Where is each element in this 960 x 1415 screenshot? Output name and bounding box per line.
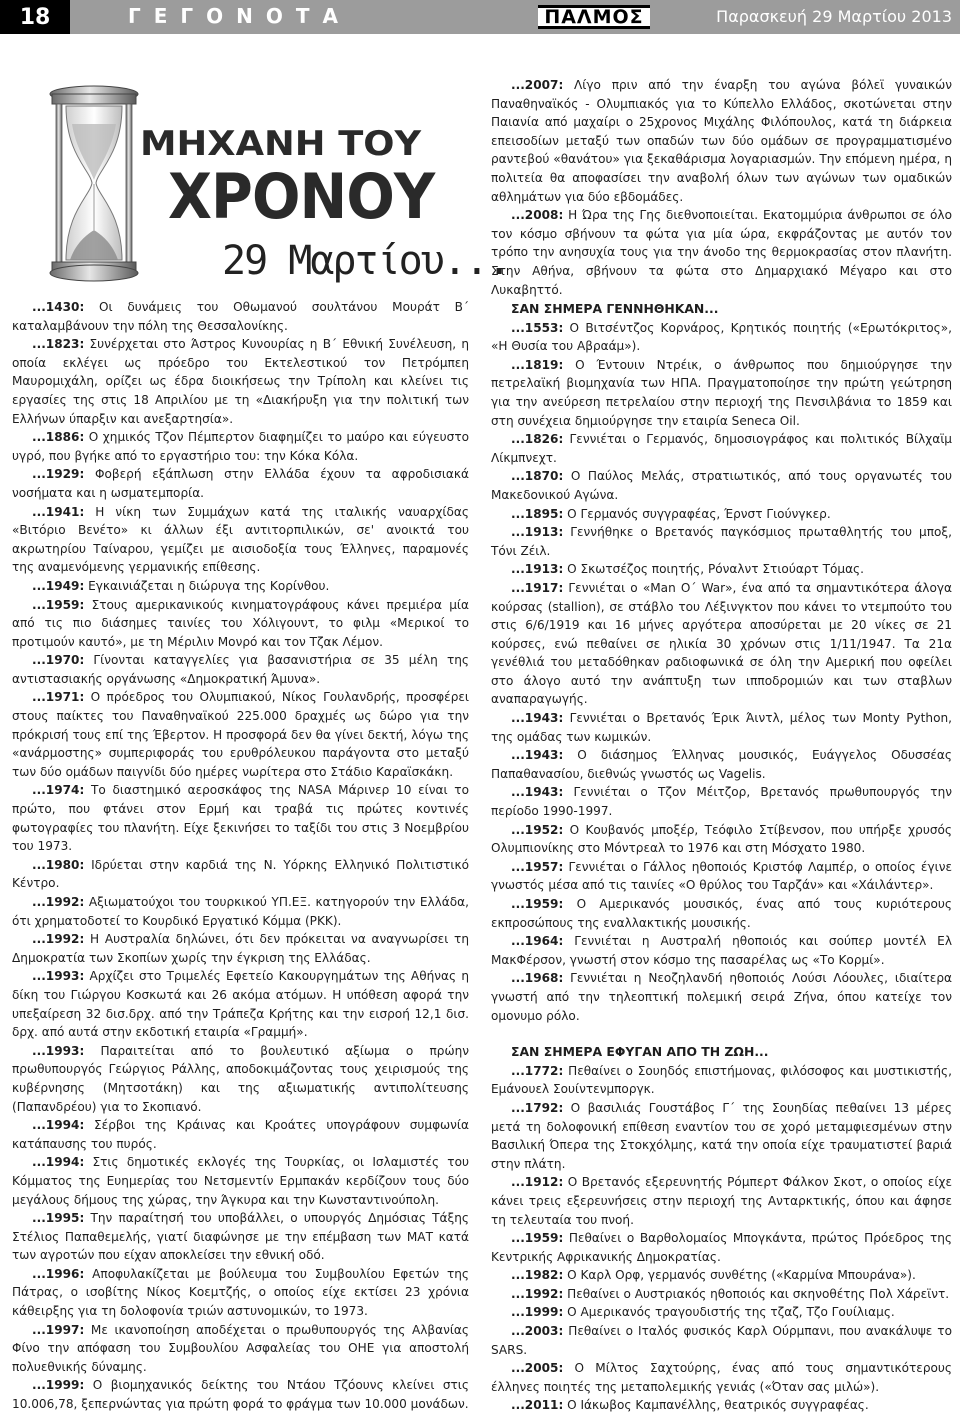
- entry-year: ...1943:: [511, 748, 564, 763]
- death-entry: [491, 1322, 952, 1359]
- left-column: [12, 298, 469, 1414]
- entry-year: ...1959:: [511, 1231, 564, 1246]
- entry-text: Γεννιέται ο Βρετανός Έρικ Άιντλ, μέλος των Monty Python, της ομάδας των κωμικών.: [491, 711, 952, 744]
- entry-year: ...1949:: [32, 578, 85, 593]
- entry-year: ...1792:: [511, 1100, 564, 1115]
- birth-entry: [491, 858, 952, 895]
- event-entry: [12, 465, 469, 502]
- entry-text: Ο βιομηχανικός δείκτης του Ντάου Τζόουνς κλείνει στις 10.006,78, ξεπερνώντας για πρώτη φορά το φράγμα των 10.000 μονάδων.: [12, 1378, 469, 1412]
- death-entry: [491, 1173, 952, 1229]
- entry-text: Πεθαίνει ο Αυστριακός ηθοποιός και σκηνοθέτης Πολ Χάρεϊντ.: [563, 1286, 950, 1301]
- death-entry: [491, 1062, 952, 1099]
- event-entry: [12, 428, 469, 465]
- entry-year: ...1993:: [32, 969, 85, 984]
- entry-text: Ο Σκωτσέζος ποιητής, Ρόναλντ Στιούαρτ Τόμας.: [563, 562, 864, 577]
- entry-text: Με ικανοποίηση αποδέχεται ο πρωθυπουργός της Αλβανίας Φίνο την απόφαση του Συμβουλίου Ασφαλείας του ΟΗΕ για αποστολή πολυεθνικής δύναμης.: [12, 1322, 469, 1374]
- birth-entry: [491, 709, 952, 746]
- death-entry: [491, 1229, 952, 1266]
- entry-year: ...1994:: [32, 1118, 85, 1133]
- entry-year: ...1430:: [32, 300, 85, 314]
- entry-year: ...1964:: [511, 934, 564, 949]
- entry-year: ...1772:: [511, 1063, 564, 1078]
- death-entry: [491, 1303, 952, 1322]
- entry-text: Οι δυνάμεις του Οθωμανού σουλτάνου Μουράτ Β΄ καταλαμβάνουν την πόλη της Θεσσαλονίκης.: [12, 300, 469, 333]
- entry-year: ...1980:: [32, 857, 85, 872]
- event-entry: [12, 651, 469, 688]
- right-column: [491, 300, 952, 1415]
- birth-entry: [491, 895, 952, 932]
- event-entry: [12, 503, 469, 577]
- event-entry: [12, 1209, 469, 1265]
- entry-year: ...1943:: [511, 711, 564, 726]
- entry-text: Γίνονται καταγγελίες για βασανιστήρια σε 35 μέλη της αντιστασιακής οργάνωσης «Δημοκρατική Άμυνα».: [12, 653, 469, 686]
- death-entry: [491, 1099, 952, 1173]
- died-heading: ΣΑΝ ΣΗΜΕΡΑ ΕΦΥΓΑΝ ΑΠΟ ΤΗ ΖΩΗ...: [511, 1044, 769, 1060]
- entry-year: ...1993:: [32, 1043, 85, 1058]
- entry-year: ...1826:: [511, 432, 564, 447]
- issue-date: Παρασκευή 29 Μαρτίου 2013: [716, 7, 952, 26]
- entry-year: ...1819:: [511, 357, 564, 372]
- entry-year: ...2005:: [511, 1361, 564, 1376]
- event-entry: [12, 781, 469, 855]
- entry-year: ...2007:: [511, 78, 564, 92]
- entry-year: ...1992:: [32, 932, 85, 947]
- entry-text: Φοβερή εξάπλωση στην Ελλάδα έχουν τα αφροδισιακά νοσήματα και η ωσματεμπορία.: [12, 467, 469, 500]
- died-list: [491, 1062, 952, 1415]
- entry-text: Γεννήθηκε ο Βρετανός παγκόσμιος πρωταθλητής του μποξ, Τόνι Ζέιλ.: [491, 525, 952, 558]
- entry-year: ...1913:: [511, 525, 564, 540]
- birth-entry: [491, 523, 952, 560]
- entry-year: ...1912:: [511, 1175, 564, 1190]
- entry-year: ...1957:: [511, 859, 564, 874]
- page-number: 18: [0, 0, 70, 34]
- entry-year: ...1943:: [511, 785, 564, 800]
- entry-text: Ο Έντουιν Ντρέικ, ο άνθρωπος που δημιούργησε την πετρελαϊκή βιομηχανία των ΗΠΑ. Πραγματοποίησε την πρώτη γεώτρηση για την ανεύρεση πετρελαίου στην περιοχή της Πενσιλβάνια το 1859 και στη συνέχεια δημιούργησε την εταιρία Seneca Oil.: [491, 357, 952, 428]
- entry-year: ...1959:: [511, 897, 564, 911]
- entry-year: ...1941:: [32, 504, 85, 519]
- death-entry: [491, 1285, 952, 1304]
- entry-text: Γεννιέται ο Γάλλος ηθοποιός Κριστόφ Λαμπέρ, ο οποίος έγινε γνωστός μέσα από τις ταινίες «Ο θρύλος του Ταρζάν» και «Χάιλάντερ».: [491, 859, 952, 893]
- entry-year: ...1553:: [511, 320, 564, 335]
- entry-year: ...1992:: [32, 895, 85, 909]
- entry-year: ...1917:: [511, 580, 564, 595]
- entry-year: ...1971:: [32, 690, 85, 705]
- entry-text: Πεθαίνει ο Ιταλός φυσικός Καρλ Ούρμπανι, που ανακάλυψε το SARS.: [491, 1324, 952, 1357]
- event-entry: [12, 1042, 469, 1116]
- entry-text: Παραιτείται από το βουλευτικό αξίωμα ο πρώην πρωθυπουργός Γεώργιος Ράλλης, αποδοκιμάζοντας τους χειρισμούς της κυβέρνησης (Μητσοτάκη) και της αξιωματικής αντιπολίτευσης (Παπανδρέου) για το Σκοπιανό.: [12, 1043, 469, 1114]
- death-entry: [491, 1266, 952, 1285]
- birth-entry: [491, 319, 952, 356]
- entry-text: Συνέρχεται στο Άστρος Κυνουρίας η Β΄ Εθνική Συνέλευση, η οποία εκλέγει ως πρόεδρο του Εκτελεστικού τον Πετρόμπεη Μαυρομιχάλη, ορίζει ως έδρα διοικήσεως την Τρίπολη και κλείνει τις εργασίες της στις 18 Απριλίου με τη «Διακήρυξη για την πολιτική των Ελλήνων ύπαρξιν και ανεξαρτησία».: [12, 337, 469, 426]
- entry-text: Η Ώρα της Γης διεθνοποιείται. Εκατομμύρια άνθρωποι σε όλο τον κόσμο σβήνουν τα φώτα για μία ώρα, εκφράζοντας με αυτόν τον τρόπο την ανησυχία τους για την άνοδο της θερμοκρασίας στον πλανήτη. Στην Αθήνα, σβήνουν τα φώτα στο Δημαρχιακό Μέγαρο και στο Λυκαβηττό.: [491, 208, 952, 297]
- entry-text: Αποφυλακίζεται με βούλευμα του Συμβουλίου Εφετών της Πάτρας, ο ισοβίτης Νίκος Κοεμτζής, ο οποίος είχε εκτίσει 23 χρόνια κάθειρξης για τη δολοφονία τριών αστυνομικών, το 1973.: [12, 1266, 469, 1319]
- feature-banner: [0, 34, 510, 292]
- entry-year: ...1870:: [511, 469, 564, 484]
- entry-text: Ο Αμερικανός μουσικός, ένας από τους κυριότερους εκπροσώπους της εναλλακτικής μουσικής.: [491, 897, 952, 930]
- entry-text: Ο Κουβανός μποξέρ, Τεόφιλο Στίβενσον, που υπήρξε χρυσός Ολυμπιονίκης στο Μόντρεαλ το 1976 και στη Μόσχατο 1980.: [491, 822, 952, 856]
- birth-entry: [491, 505, 952, 524]
- entry-text: Γεννιέται η Νεοζηλανδή ηθοποιός Λούσι Λόουλες, ιδιαίτερα γνωστή από την τηλεοπτική πολεμική σειρά Ζήνα, όπου κατείχε τον ομονυμο ρόλο.: [491, 971, 952, 1023]
- entry-text: Στις δημοτικές εκλογές της Τουρκίας, οι Ισλαμιστές του Κόμματος της Ευημερίας του Νετσμεντίν Ερμπακάν κερδίζουν τους δύο μεγάλους δήμους της χώρας, την Άγκυρα και την Κωνσταντινούπολη.: [12, 1155, 469, 1207]
- death-entry: [491, 1396, 952, 1415]
- event-entry: [12, 335, 469, 428]
- birth-entry: [491, 821, 952, 858]
- entry-text: Αρχίζει στο Τριμελές Εφετείο Κακουργημάτων της Αθήνας η δίκη του Γιώργου Κοσκωτά και 26 ακόμα ατόμων. Η υπόθεση αφορά την υπεξαίρεση 32 δισ.δρχ. από την Τράπεζα Κρήτης και την εισροή 12,1 δισ. δρχ. από αυτά στην εκδοτική εταιρία «Γραμμή».: [12, 969, 469, 1040]
- birth-entry: [491, 783, 952, 820]
- entry-text: Ο Αμερικανός τραγουδιστής της τζαζ, Τζο Γουίλιαμς.: [563, 1305, 895, 1320]
- entry-year: ...1999:: [511, 1305, 564, 1320]
- entry-text: Εγκαινιάζεται η διώρυγα της Κορίνθου.: [84, 578, 330, 593]
- entry-year: ...1929:: [32, 467, 85, 482]
- entry-text: Ο διάσημος Έλληνας μουσικός, Ευάγγελος Οδυσσέας Παπαθανασίου, διεθνώς γνωστός ως Vagelis.: [491, 748, 952, 781]
- entry-year: ...1959:: [32, 597, 85, 612]
- birth-entry: [491, 560, 952, 579]
- entry-year: ...2011:: [511, 1398, 564, 1413]
- entry-text: Πεθαίνει ο Σουηδός επιστήμονας, φιλόσοφος και μυστικιστής, Εμάνουελ Σουίντενμποργκ.: [491, 1063, 952, 1097]
- event-entry: [12, 930, 469, 967]
- feature-title-line1: ΜΗΧΑΝΗ ΤΟΥ: [140, 124, 422, 164]
- newspaper-logo: ΠΑΛΜΟΣ: [538, 5, 650, 29]
- entry-year: ...1996:: [32, 1266, 85, 1281]
- event-entry: [12, 1376, 469, 1413]
- birth-entry: [491, 467, 952, 504]
- entry-text: Λίγο πριν από την έναρξη του αγώνα βόλεϊ γυναικών Παναθηναϊκός - Ολυμπιακός για το Κύπελλο Ελλάδος, σκοτώνεται στην Παιανία από μαχαίρι ο 25χρονος Μιχάλης Φιλόπουλος, κατά τη διάρκεια επεισοδίων μεταξύ των οπαδών των δύο ομάδων σε προγραμματισμένο ραντεβού «θανάτου» για ξεκαθάρισμα λογαριασμών. Την επόμενη ημέρα, η πολιτεία θα αποφασίσει την αναβολή όλων των αγώνων των ομαδικών αθλημάτων για δύο εβδομάδες.: [491, 78, 952, 204]
- born-heading: ΣΑΝ ΣΗΜΕΡΑ ΓΕΝΝΗΘΗΚΑΝ...: [511, 301, 719, 316]
- entry-year: ...1968:: [511, 971, 564, 986]
- birth-entry: [491, 430, 952, 467]
- entry-text: Η Αυστραλία δηλώνει, ότι δεν πρόκειται να αναγνωρίσει τη Δημοκρατία των Σκοπίων χωρίς την έγκριση της Ελλάδας.: [12, 932, 469, 965]
- birth-entry: [491, 746, 952, 783]
- entry-year: ...2008:: [511, 208, 564, 223]
- entry-text: Ο Βιτσέντζος Κορνάρος, Κρητικός ποιητής («Ερωτόκριτος», «Η Θυσία του Αβραάμ»).: [491, 320, 952, 354]
- event-entry: [12, 1321, 469, 1377]
- event-entry: [12, 577, 469, 596]
- entry-year: ...1995:: [32, 1211, 85, 1226]
- event-entry: [12, 1265, 469, 1321]
- feature-date: 29 Μαρτίου...: [222, 238, 510, 284]
- entry-text: Το διαστημικό αεροσκάφος της NASA Μάρινερ 10 είναι το πρώτο, που φτάνει στον Ερμή και τραβά τις πρώτες κοντινές φωτογραφίες του πλανήτη. Είχε ξεκινήσει το ταξίδι του στις 3 Νοεμβρίου του 1973.: [12, 783, 469, 854]
- entry-text: Γεννιέται ο «Man O΄ War», ένα από τα σημαντικότερα άλογα κούρσας (stallion), σε στάβλο του Λέξινγκτον που κάνει το ντεμπούτο του στις 6/6/1919 και 16 μήνες αργότερα αποσύρεται με 20 νίκες σε 21 κούρσες, ενώ πεθαίνει σε ηλικία 30 χρόνων στις 1/11/1947. Τα 21α γενέθλιά του μεταδόθηκαν ραδιοφωνικά σε όλη την Αμερική που οφείλει στο άλογο αυτό την ανάπτυξη των ιπποδρομιών και των σταβλων αναπαραγωγής.: [491, 580, 952, 707]
- entry-year: ...1823:: [32, 337, 85, 352]
- entry-text: Ο χημικός Τζον Πέμπερτον διαφημίζει το μαύρο και εύγευστο υγρό, που βγήκε από το εργαστήριο του: την Κόκα Κόλα.: [12, 430, 469, 463]
- right-top-column: [491, 76, 952, 299]
- event-entry: [12, 688, 469, 781]
- event-entry: [12, 1153, 469, 1209]
- entry-text: Η νίκη των Συμμάχων κατά της ιταλικής ναυαρχίδας «Βιτόριο Βενέτο» κι άλλων έξι αντιτορπιλικών, σε' ανοικτά του ακρωτηρίου Ταίναρου, γεμίζει με αισιοδοξία τους Έλληνες, παραμονές της αναμενόμενης γερμανικής επίθεσης.: [12, 504, 469, 575]
- entry-text: Ο Παύλος Μελάς, στρατιωτικός, από τους οργανωτές του Μακεδονικού Αγώνα.: [491, 469, 952, 502]
- entry-text: Γεννιέται ο Γερμανός, δημοσιογράφος και πολιτικός Βίλχαϊμ Λίκμπνεχτ.: [491, 432, 952, 465]
- event-entry: [12, 967, 469, 1041]
- entry-text: Ο βασιλιάς Γουστάβος Γ΄ της Σουηδίας πεθαίνει 13 μέρες μετά τη δολοφονική επίθεση εναντίον του σε χορό μεταμφιεσμένων στην Βασιλική Όπερα της Στοκχόλμης, κατά την οποία είχε τραυματιστεί βαριά στην πλάτη.: [491, 1100, 952, 1171]
- entry-text: Την παραίτησή του υποβάλλει, ο υπουργός Δημόσιας Τάξης Στέλιος Παπαθεμελής, γιατί διαφώνησε με την επέμβαση των ΜΑΤ κατά των αγροτών που είχαν αποκλείσει την εθνική οδό.: [12, 1211, 469, 1263]
- entry-text: Ιδρύεται στην καρδιά της Ν. Υόρκης Ελληνικό Πολιτιστικό Κέντρο.: [12, 857, 469, 891]
- entry-text: Ο Ιάκωβος Καμπανέλλης, θεατρικός συγγραφέας.: [563, 1398, 869, 1413]
- event-entry: [491, 206, 952, 299]
- entry-year: ...1997:: [32, 1322, 85, 1337]
- entry-text: Πεθαίνει ο Βαρθολομαίος Μπογκάντα, πρώτος Πρόεδρος της Κεντρικής Αφρικανικής Δημοκρατίας.: [491, 1231, 952, 1264]
- page-header: [0, 0, 960, 34]
- section-gap: [491, 1025, 952, 1043]
- death-entry: [491, 1359, 952, 1396]
- entry-text: Ο Βρετανός εξερευνητής Ρόμπερτ Φάλκον Σκοτ, ο οποίος είχε κάνει τρεις εξερευνήσεις στην περιοχή της Ανταρκτικής, όπου και άφησε τη τελευταία του πνοή.: [491, 1175, 952, 1227]
- event-entry: [12, 856, 469, 893]
- entry-text: Σέρβοι της Κράινας και Κροάτες υπογράφουν συμφωνία κατάπαυσης του πυρός.: [12, 1118, 469, 1151]
- entry-year: ...1982:: [511, 1268, 564, 1283]
- event-entry: [12, 298, 469, 335]
- event-entry: [12, 596, 469, 652]
- entry-year: ...1999:: [32, 1378, 85, 1393]
- entry-text: Γεννιέται η Αυστραλή ηθοποιός και σούπερ μοντέλ Ελ ΜακΦέρσον, γνωστή στον κόσμο της πασαρέλας ως «Το Κορμί».: [491, 934, 952, 967]
- birth-entry: [491, 969, 952, 1025]
- entry-text: Ο Γερμανός συγγραφέας, Έρνστ Γιούνγκερ.: [563, 506, 831, 521]
- entry-text: Στους αμερικανικούς κινηματογράφους κάνει πρεμιέρα μία από τις πιο διάσημες ταινίες του Χόλιγουντ, το φιλμ «Μερικοί το προτιμούν καυτό», με τη Μέριλιν Μονρό και τον Τζακ Λέμον.: [12, 597, 469, 649]
- entry-year: ...1974:: [32, 783, 85, 798]
- entry-year: ...1952:: [511, 822, 564, 837]
- entry-year: ...1992:: [511, 1286, 564, 1301]
- entry-year: ...1994:: [32, 1155, 85, 1170]
- event-entry: [12, 1116, 469, 1153]
- entry-text: Αξιωματούχοι του τουρκικού ΥΠ.ΕΞ. κατηγορούν την Ελλάδα, ότι χρηματοδοτεί το Κουρδικό Εργατικό Κόμμα (PKK).: [12, 895, 469, 928]
- entry-text: Ο πρόεδρος του Ολυμπιακού, Νίκος Γουλανδρής, προσφέρει στους παίκτες του Παναθηναϊκού 225.000 δραχμές ως δώρο για την πρόκρισή τους επί της Έβερτον. Η προσφορά δεν θα γίνει δεκτή, λόγω της «ανάρμοστης» συμπεριφοράς του ερυθρόλευκου παράγοντα στο μεταξύ των δύο ομάδων παιγνίδι δύο ημέρες νωρίτερα στο Στάδιο Καραϊσκάκη.: [12, 690, 469, 779]
- entry-text: Γεννιέται ο Τζον Μέιτζορ, Βρετανός πρωθυπουργός την περίοδο 1990-1997.: [491, 785, 952, 819]
- event-entry: [12, 893, 469, 930]
- hourglass-icon: [48, 84, 140, 282]
- entry-text: Ο Μίλτος Σαχτούρης, ένας από τους σημαντικότερους έλληνες ποιητές της μεταπολεμικής γενιάς («Όταν σας μιλώ»).: [491, 1361, 952, 1394]
- feature-title-line2: ΧΡΟΝΟΥ: [168, 160, 435, 233]
- entry-year: ...2003:: [511, 1324, 564, 1339]
- entry-year: ...1895:: [511, 506, 564, 521]
- birth-entry: [491, 932, 952, 969]
- entry-year: ...1913:: [511, 562, 564, 577]
- section-title: ΓΕΓΟΝΟΤΑ: [128, 4, 352, 28]
- entry-year: ...1970:: [32, 653, 85, 668]
- born-list: [491, 319, 952, 1026]
- birth-entry: [491, 579, 952, 709]
- entry-text: Ο Καρλ Ορφ, γερμανός συνθέτης («Καρμίνα Μπουράνα»).: [563, 1268, 916, 1283]
- birth-entry: [491, 356, 952, 430]
- event-entry: [491, 76, 952, 206]
- entry-year: ...1886:: [32, 430, 85, 445]
